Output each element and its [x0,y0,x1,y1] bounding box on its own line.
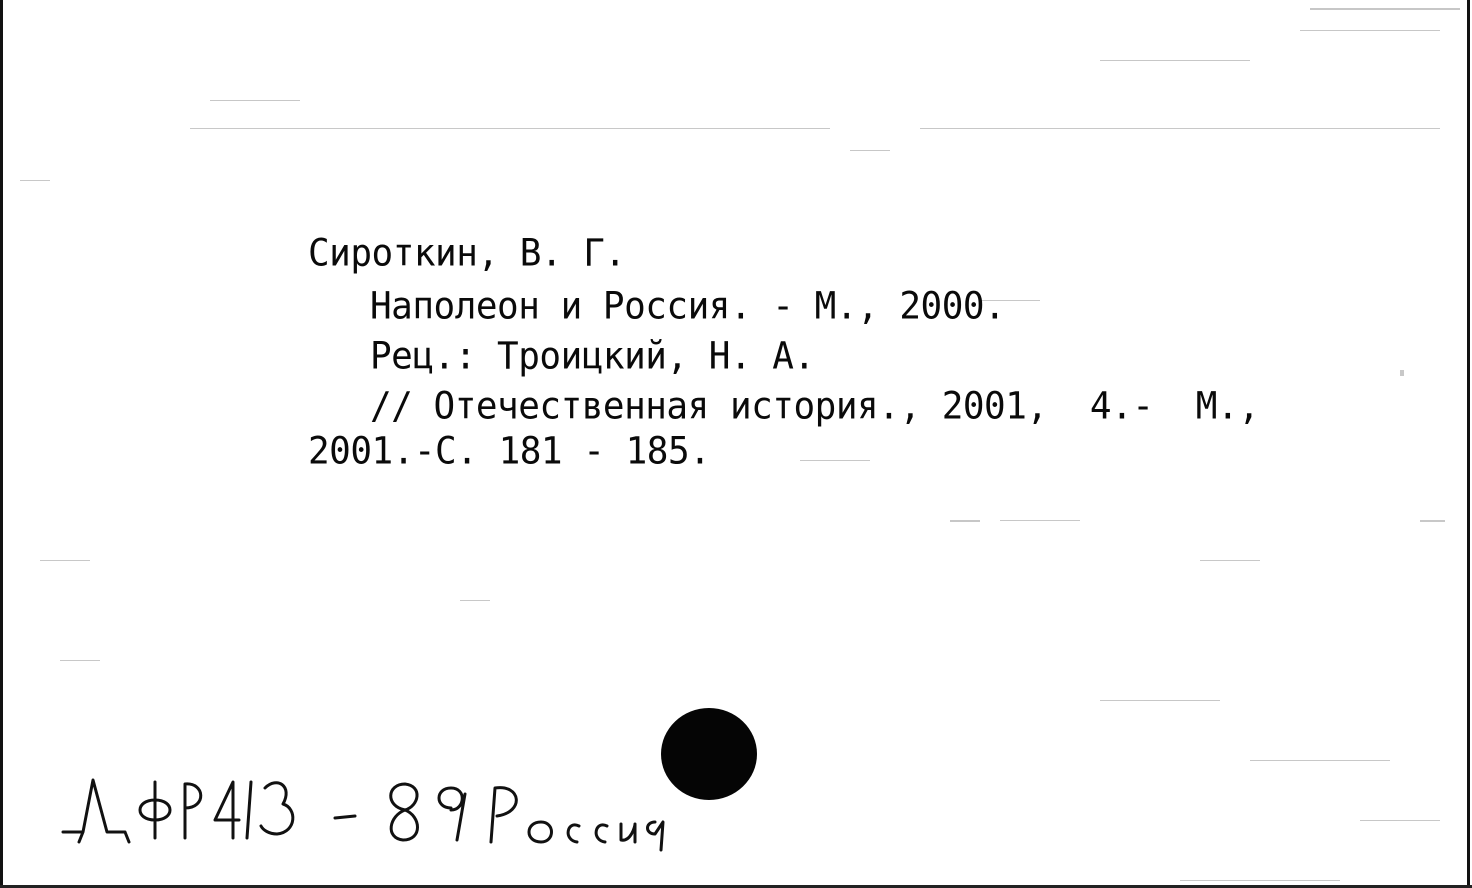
pages-line: 2001.-С. 181 - 185. [308,430,711,474]
card-left-edge [0,0,3,888]
card-right-edge [1467,0,1470,888]
title-line: Наполеон и Россия. - М., 2000. [370,285,1006,329]
review-line: Рец.: Троицкий, Н. А. [370,335,815,379]
source-line: // Отечественная история., 2001, 4.- М., [370,385,1260,429]
handwritten-shelfmark [55,760,675,860]
punch-hole [661,708,757,800]
author-line: Сироткин, В. Г. [308,232,626,276]
